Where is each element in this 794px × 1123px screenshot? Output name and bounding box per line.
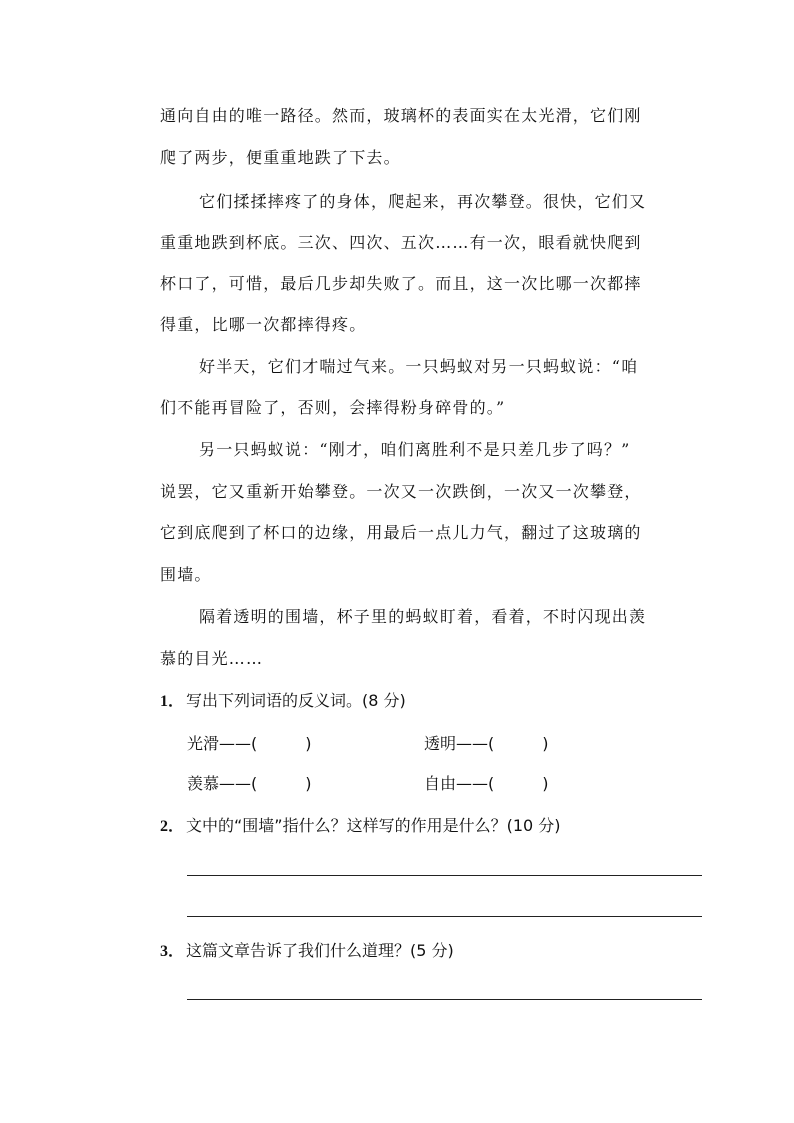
passage-line: 们不能再冒险了，否则，会摔得粉身碎骨的。”: [160, 398, 506, 417]
passage-line: 好半天，它们才喘过气来。一只蚂蚁对另一只蚂蚁说：“咱: [199, 357, 639, 376]
question-text: 这篇文章告诉了我们什么道理？(5 分): [186, 941, 454, 960]
question-number: 3．: [160, 943, 185, 960]
answer-line[interactable]: [187, 875, 702, 876]
passage-line: 慕的目光……: [160, 649, 264, 668]
passage-line: 通向自由的唯一路径。然而，玻璃杯的表面实在太光滑，它们刚: [160, 106, 642, 125]
antonym-item[interactable]: 光滑——( ): [187, 734, 312, 753]
passage-line: 围墙。: [160, 565, 212, 584]
answer-line[interactable]: [187, 916, 702, 917]
passage-line: 得重，比哪一次都摔得疼。: [160, 315, 367, 334]
passage-line: 另一只蚂蚁说：“刚才，咱们离胜利不是只差几步了吗？”: [199, 440, 631, 459]
passage-line: 爬了两步，便重重地跌了下去。: [160, 148, 401, 167]
question-3: [160, 940, 454, 963]
passage-line: 隔着透明的围墙，杯子里的蚂蚁盯着，看着，不时闪现出羡: [199, 607, 647, 626]
passage-line: 它们揉揉摔疼了的身体，爬起来，再次攀登。很快，它们又: [199, 192, 647, 211]
passage-line: 说罢，它又重新开始攀登。一次又一次跌倒，一次又一次攀登，: [160, 482, 642, 501]
question-number: 1．: [160, 693, 185, 710]
answer-line[interactable]: [187, 999, 702, 1000]
question-text: 写出下列词语的反义词。(8 分): [186, 691, 406, 710]
question-text: 文中的“围墙”指什么？这样写的作用是什么？(10 分): [186, 816, 561, 835]
passage-line: 它到底爬到了杯口的边缘，用最后一点儿力气，翻过了这玻璃的: [160, 523, 642, 542]
passage-line: 重重地跌到杯底。三次、四次、五次……有一次，眼看就快爬到: [160, 233, 642, 252]
passage-line: 杯口了，可惜，最后几步却失败了。而且，这一次比哪一次都摔: [160, 274, 642, 293]
antonym-item[interactable]: 透明——( ): [424, 734, 549, 753]
question-2: [160, 815, 561, 838]
antonym-item[interactable]: 羡慕——( ): [187, 774, 312, 793]
question-1: [160, 690, 406, 713]
antonym-item[interactable]: 自由——( ): [424, 774, 549, 793]
question-number: 2．: [160, 818, 185, 835]
